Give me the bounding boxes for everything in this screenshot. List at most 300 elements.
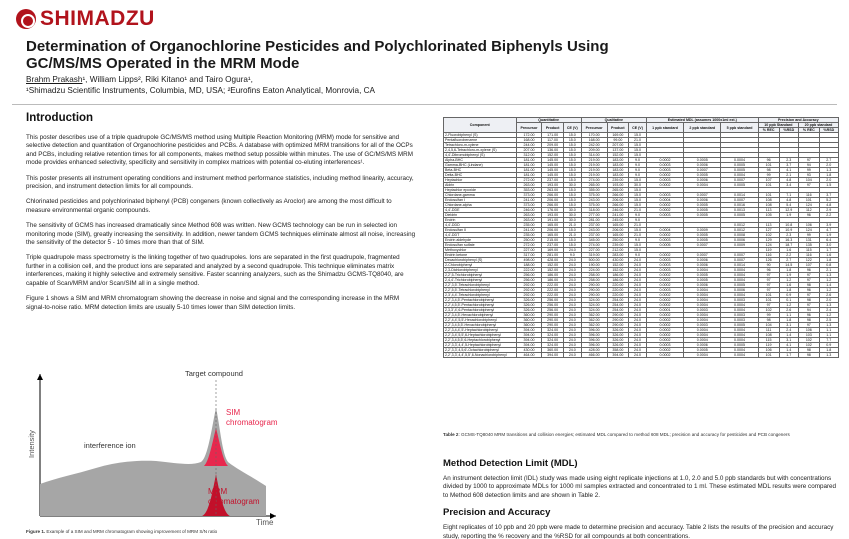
table-cell: 220.00	[607, 288, 628, 293]
table-cell: 24.0	[563, 268, 581, 273]
table-cell: 0.0003	[646, 168, 683, 173]
table-cell: 111	[758, 328, 779, 333]
table-cell: 127	[758, 228, 779, 233]
table-cell: 222.00	[542, 283, 563, 288]
table-cell: 24.0	[563, 323, 581, 328]
table-cell: 9.0	[629, 218, 647, 223]
table-cell: 165.00	[607, 223, 628, 228]
table-cell: 0.0004	[684, 268, 721, 273]
table-cell: 1.8	[779, 268, 798, 273]
component-name-cell: 2,2',3,4,5'-Pentachlorobiphenyl	[444, 298, 517, 303]
table-cell: 96	[799, 213, 820, 218]
table-cell: 15.0	[629, 243, 647, 248]
table-cell: 18.7	[779, 243, 798, 248]
table-cell: 1.1	[819, 328, 838, 333]
component-name-cell: 2,2',3,4,5,5'-Hexachlorobiphenyl	[444, 323, 517, 328]
table-cell: 107	[799, 263, 820, 268]
table-cell: 15.0	[563, 163, 581, 168]
table-cell: 152.00	[607, 153, 628, 158]
table-cell: 15.0	[563, 153, 581, 158]
table-cell: 97	[758, 273, 779, 278]
other-authors: ¹, William Lipps², Riki Kitano¹ and Tairo Ogura¹,	[82, 75, 253, 84]
table-cell: 101	[799, 198, 820, 203]
table-cell: 10.9	[779, 228, 798, 233]
intro-paragraph: Figure 1 shows a SIM and MRM chromatogram showing the decrease in noise and signal and the corresponding increase in the MRM signal-to-noise ratio. MRM detection limits are usually 5-10 times lower than SIM detection limits.	[26, 295, 400, 311]
table-cell: 0.0014	[721, 193, 758, 198]
table-2-caption	[443, 432, 839, 438]
table-cell: 96	[799, 268, 820, 273]
table-cell: 97	[799, 303, 820, 308]
table-cell: 9.0	[629, 163, 647, 168]
table-cell: 241.00	[516, 198, 542, 203]
table-cell: 101	[758, 353, 779, 358]
table-cell: 254.00	[607, 303, 628, 308]
table-cell: 98	[799, 348, 820, 353]
table-cell: 113	[758, 223, 779, 228]
table-cell: 0.0003	[721, 313, 758, 318]
table-cell: 24.0	[629, 318, 647, 323]
table-cell: 24.0	[563, 313, 581, 318]
table-cell: 1.4	[779, 333, 798, 338]
table-cell: 1.6	[819, 253, 838, 258]
table-cell: 258.00	[581, 273, 607, 278]
table-cell: 290.00	[581, 288, 607, 293]
table-cell: 10.8	[779, 223, 798, 228]
table-cell: 102	[799, 343, 820, 348]
table-cell: 266.00	[542, 193, 563, 198]
table-cell: 0.0003	[721, 318, 758, 323]
component-name-cell: 2,2',3,3',4,4',5-Heptachlorobiphenyl	[444, 343, 517, 348]
table-cell: 283.00	[607, 253, 628, 258]
table-cell: 105	[758, 213, 779, 218]
table-cell: 108	[758, 203, 779, 208]
table-cell: 94	[799, 163, 820, 168]
component-name-cell: Endrin	[444, 218, 517, 223]
table-cell: 24.0	[563, 278, 581, 283]
table-cell: 0.0012	[721, 223, 758, 228]
table-cell: 0.0005	[684, 173, 721, 178]
table-cell: 224.00	[581, 268, 607, 273]
table-cell: 274.00	[581, 178, 607, 183]
table-cell: 93	[799, 173, 820, 178]
table-cell: 24.0	[629, 288, 647, 293]
table-cell: 1.9	[819, 233, 838, 238]
table-cell: 2.9	[819, 208, 838, 213]
table-cell: 98	[799, 298, 820, 303]
table-cell: 241.00	[516, 228, 542, 233]
table-caption-text: : GCMS-TQ8040 MRM transitions and collision energies; estimated MDL compared to method 608 MDL; precision and accuracy for pesticides and PCB congeners	[458, 432, 790, 437]
table-cell: 7.7	[819, 338, 838, 343]
table-cell: 326.00	[607, 328, 628, 333]
table-cell: 0.0005	[721, 213, 758, 218]
table-cell: 1.8	[819, 173, 838, 178]
table-cell: 312.00	[516, 153, 542, 158]
table-cell: 258.00	[581, 278, 607, 283]
table-cell: 1.2	[819, 288, 838, 293]
table-cell: 102	[799, 338, 820, 343]
table-cell: 212.00	[607, 248, 628, 253]
table-cell: 21.0	[629, 138, 647, 143]
table-cell: 318.00	[581, 208, 607, 213]
col-1ppb: 1 ppb standard	[646, 123, 683, 133]
table-cell: 3.7	[779, 163, 798, 168]
table-cell: 94	[799, 308, 820, 313]
table-cell: 0.0007	[684, 193, 721, 198]
table-cell: 396.00	[581, 328, 607, 333]
table-cell: 0.0002	[646, 348, 683, 353]
table-cell: 24.0	[563, 283, 581, 288]
table-cell: 0.0004	[721, 278, 758, 283]
author-line	[26, 74, 375, 85]
table-cell: 235.00	[516, 223, 542, 228]
table-cell: 0.0005	[721, 283, 758, 288]
table-cell: 15.0	[629, 148, 647, 153]
table-cell: 15.0	[563, 168, 581, 173]
component-name-cell: 2,4,5,6-Tetrachloro-m-xylene (S)	[444, 148, 517, 153]
table-cell: 152.00	[542, 153, 563, 158]
component-name-cell: Beta-BHC	[444, 168, 517, 173]
table-cell: 186.00	[542, 273, 563, 278]
table-2	[443, 117, 839, 358]
table-cell: 0.0002	[646, 298, 683, 303]
table-cell: 290.00	[542, 323, 563, 328]
table-cell: 292.00	[516, 293, 542, 298]
table-cell: 314.00	[581, 153, 607, 158]
table-cell: 266.00	[542, 203, 563, 208]
col-ce: CE (V)	[629, 123, 647, 133]
table-cell: 360.00	[516, 313, 542, 318]
first-author: Brahm Prakash	[26, 75, 83, 84]
header-divider	[12, 104, 837, 105]
table-cell: 242.00	[581, 143, 607, 148]
component-name-cell: 4,4'-DDD	[444, 223, 517, 228]
table-cell: 0.0004	[721, 158, 758, 163]
col-header-mdl: Estimated MDL (assumes 1000x1ml ext.)	[646, 118, 758, 123]
table-cell: 290.00	[581, 293, 607, 298]
table-cell: 464.00	[516, 353, 542, 358]
table-cell: 0.0004	[684, 313, 721, 318]
table-cell: 98	[799, 353, 820, 358]
label-target: Target compound	[185, 369, 243, 378]
table-cell: 235.00	[516, 233, 542, 238]
table-cell: 353.00	[516, 188, 542, 193]
table-cell: 97	[799, 278, 820, 283]
table-row	[444, 353, 839, 358]
table-cell: 181.00	[516, 168, 542, 173]
table-cell: 0.0013	[721, 208, 758, 213]
table-cell: 0.0002	[646, 338, 683, 343]
table-cell: 102	[758, 308, 779, 313]
table-cell: 0.0005	[684, 348, 721, 353]
table-cell: 373.00	[516, 203, 542, 208]
table-cell: 21.0	[629, 223, 647, 228]
component-name-cell: 2,3',4,4'-Tetrachlorobiphenyl	[444, 293, 517, 298]
table-cell: 24.0	[629, 333, 647, 338]
table-cell: 2.3	[779, 233, 798, 238]
table-cell: 206.00	[542, 198, 563, 203]
table-cell: 15.0	[563, 173, 581, 178]
table-cell: 324.00	[581, 298, 607, 303]
table-cell: 15.0	[629, 248, 647, 253]
component-name-cell: 2,2',3,3',4,4',5,5',6-Nonachlorobiphenyl	[444, 353, 517, 358]
table-cell: 0.0003	[684, 323, 721, 328]
table-cell: 145.00	[542, 173, 563, 178]
table-cell: 0.0002	[646, 203, 683, 208]
table-cell: 396.00	[581, 343, 607, 348]
component-name-cell: 2,2',3,4',5,5',6-Heptachlorobiphenyl	[444, 333, 517, 338]
table-cell: 0.0006	[721, 288, 758, 293]
table-cell: 0.0012	[721, 228, 758, 233]
table-cell: 24.0	[563, 308, 581, 313]
table-cell: 165.00	[542, 233, 563, 238]
table-cell: 126	[758, 258, 779, 263]
component-name-cell: 2-Chlorobiphenyl	[444, 263, 517, 268]
table-cell: 24.0	[629, 338, 647, 343]
col-header-qualitative: Qualitative	[581, 118, 646, 123]
table-cell: 15.0	[563, 238, 581, 243]
table-cell: 101	[758, 183, 779, 188]
component-name-cell: 2,3,3',4',6-Pentachlorobiphenyl	[444, 308, 517, 313]
table-cell: 98	[758, 168, 779, 173]
table-cell: 24.0	[563, 333, 581, 338]
table-cell: 3.7	[819, 193, 838, 198]
table-cell: 0.0004	[721, 273, 758, 278]
table-cell: 239.00	[607, 178, 628, 183]
table-cell: 1.3	[819, 303, 838, 308]
table-cell: 0.0002	[646, 318, 683, 323]
table-cell: 112	[799, 208, 820, 213]
table-cell: 227.00	[516, 248, 542, 253]
table-cell: 0.0003	[646, 213, 683, 218]
table-cell: 183.00	[607, 173, 628, 178]
table-cell: 9.0	[629, 168, 647, 173]
table-cell: 183.00	[607, 163, 628, 168]
mdl-heading: Method Detection Limit (MDL)	[443, 458, 578, 469]
table-cell: 0.0003	[646, 238, 683, 243]
table-cell: 97	[758, 278, 779, 283]
table-cell: 15.0	[629, 188, 647, 193]
table-cell: 97	[799, 293, 820, 298]
table-cell: 21.0	[563, 223, 581, 228]
table-cell: 1.2	[779, 303, 798, 308]
table-cell: 0.0002	[646, 173, 683, 178]
table-cell: 500.00	[581, 258, 607, 263]
table-cell: 3.1	[779, 338, 798, 343]
figure-caption-label: Figure 1.	[26, 529, 46, 534]
table-cell: 1.9	[779, 273, 798, 278]
table-cell: 4.8	[819, 203, 838, 208]
table-cell: 24.0	[629, 353, 647, 358]
table-cell: 0.0007	[684, 168, 721, 173]
table-cell: 186.00	[607, 273, 628, 278]
mdl-paragraph: An instrument detection limit (IDL) study was made using eight replicate injections at 1.0, 2.0 and 5.0 ppb standards but with concentrations divided by 1000 to approximate MDLs for 1000 ml samples extracted and concentrated to 1 ml. These estimated MDL results were compared to Method 608 detection limits and are shown in Table 2.	[443, 475, 837, 499]
table-cell: 6.4	[819, 238, 838, 243]
transitions-table	[443, 117, 839, 358]
component-name-cell: Heptachlor epoxide	[444, 188, 517, 193]
table-cell: 394.00	[516, 338, 542, 343]
table-cell: 1.7	[779, 353, 798, 358]
table-cell: 119	[758, 343, 779, 348]
table-cell: 104	[799, 178, 820, 183]
table-cell: 0.0002	[646, 183, 683, 188]
table-cell: 116	[758, 253, 779, 258]
table-cell: 24.0	[563, 248, 581, 253]
table-cell: 24.0	[563, 263, 581, 268]
table-cell: 96	[758, 268, 779, 273]
table-cell: 191.00	[542, 218, 563, 223]
table-cell: 245.00	[607, 218, 628, 223]
table-cell: 5.4	[779, 203, 798, 208]
table-cell: 97	[799, 323, 820, 328]
table-cell: 117.00	[542, 138, 563, 143]
table-cell: 0.0005	[684, 158, 721, 163]
table-cell: 16.3	[779, 238, 798, 243]
table-cell: 152.00	[607, 268, 628, 273]
table-cell: 101	[758, 163, 779, 168]
table-cell: 99	[799, 168, 820, 173]
table-cell: 0.0005	[721, 183, 758, 188]
table-cell: 345.00	[581, 238, 607, 243]
table-cell: 0.0005	[721, 343, 758, 348]
table-cell: 30.0	[563, 213, 581, 218]
table-cell: 136.00	[542, 148, 563, 153]
poster-header	[0, 0, 849, 108]
table-cell: 326.00	[516, 308, 542, 313]
table-cell: 183.00	[607, 158, 628, 163]
table-cell: 290.00	[542, 313, 563, 318]
table-cell: 98	[758, 318, 779, 323]
component-name-cell: 2,4,4'-Trichlorobiphenyl	[444, 278, 517, 283]
table-cell: 0.0005	[721, 163, 758, 168]
table-cell: 1.3	[819, 323, 838, 328]
table-cell: 129	[758, 238, 779, 243]
table-cell: 5.2	[819, 198, 838, 203]
authors-block	[26, 74, 375, 96]
table-cell: 97	[758, 288, 779, 293]
table-cell: 99	[799, 233, 820, 238]
shimadzu-logo-icon	[16, 9, 36, 29]
table-cell: 324.00	[581, 303, 607, 308]
table-cell: 220.00	[607, 293, 628, 298]
table-cell: 15.0	[563, 203, 581, 208]
figure-1-caption	[26, 529, 217, 534]
table-cell: 24.0	[629, 273, 647, 278]
table-cell: 1.3	[819, 273, 838, 278]
table-cell: 0.0006	[684, 263, 721, 268]
table-cell: 181.00	[516, 158, 542, 163]
table-cell: 3.1	[779, 323, 798, 328]
table-cell: 215.00	[542, 238, 563, 243]
table-cell: 0.0004	[684, 303, 721, 308]
table-cell: 0.8	[819, 263, 838, 268]
table-cell: 358.00	[607, 348, 628, 353]
col-rec: % REC	[799, 128, 820, 133]
table-cell: 0.0002	[646, 158, 683, 163]
table-cell: 101	[758, 293, 779, 298]
table-cell: 206.00	[607, 198, 628, 203]
table-cell: 1.4	[819, 283, 838, 288]
table-cell: 0.0006	[684, 258, 721, 263]
component-name-cell: Delta-BHC	[444, 173, 517, 178]
table-cell: 24.0	[563, 258, 581, 263]
table-cell: 292.00	[516, 283, 542, 288]
axis-label-time: Time	[256, 518, 274, 526]
table-cell: 0.0004	[684, 353, 721, 358]
table-cell: 0.0007	[721, 253, 758, 258]
table-cell: 394.00	[542, 353, 563, 358]
table-cell: 227.00	[581, 248, 607, 253]
table-cell: 396.00	[581, 333, 607, 338]
intro-paragraph: This poster describes use of a triple quadrupole GC/MS/MS method using Multiple Reaction Monitoring (MRM) mode for sensitive and selective detection and quantitation of Organochlorine pesticides and PCBs. A database with optimized MRM transitions for all of the OCPs and PCBs, including relative retention times for all components, makes method setup possible within minutes. The use of GC/MS/MS MRM mode provides enhanced selectivity, specificity and sensitivity in complex matrices with potential co-eluting interferences¹.	[26, 134, 413, 167]
table-cell: 206.00	[542, 228, 563, 233]
table-cell: 1.8	[819, 258, 838, 263]
table-cell: 0.0002	[646, 303, 683, 308]
table-cell: 4.1	[779, 168, 798, 173]
table-cell: 1.1	[819, 333, 838, 338]
table-cell: 263.00	[516, 183, 542, 188]
table-cell: 186.00	[607, 278, 628, 283]
table-cell: 131	[799, 238, 820, 243]
table-cell: 256.00	[516, 278, 542, 283]
component-name-cell: 2,2',5,5'-Tetrachlorobiphenyl	[444, 288, 517, 293]
table-cell: 24.0	[629, 313, 647, 318]
table-cell: 292.00	[516, 288, 542, 293]
table-cell: 239.00	[607, 243, 628, 248]
table-cell: 428.00	[542, 258, 563, 263]
table-cell: 0.0002	[646, 253, 683, 258]
table-cell: 137.00	[607, 148, 628, 153]
table-cell: 3.0	[819, 243, 838, 248]
table-cell: 0.0005	[684, 278, 721, 283]
table-cell: 265.00	[581, 183, 607, 188]
component-name-cell: Methoxychlor	[444, 248, 517, 253]
table-cell: 0.0004	[721, 303, 758, 308]
table-cell: 193.00	[542, 183, 563, 188]
table-cell: 101	[758, 298, 779, 303]
table-cell: 430.00	[516, 348, 542, 353]
table-cell: 0.0005	[684, 238, 721, 243]
table-cell: 4.8	[779, 178, 798, 183]
table-cell: 3.9	[819, 223, 838, 228]
table-cell: 15.0	[629, 133, 647, 138]
table-cell: 2.2	[779, 253, 798, 258]
table-cell: 326.00	[607, 343, 628, 348]
label-sim: SIM	[226, 408, 241, 417]
table-cell: 263.00	[542, 188, 563, 193]
table-cell: 30.0	[629, 183, 647, 188]
table-cell: 193.00	[607, 183, 628, 188]
table-cell: 0.0005	[684, 233, 721, 238]
table-cell: 165.00	[607, 233, 628, 238]
table-cell: 24.0	[629, 323, 647, 328]
table-cell: 0.0008	[721, 233, 758, 238]
table-cell: 145.00	[542, 163, 563, 168]
table-cell: 124	[758, 243, 779, 248]
table-cell: 0.0004	[684, 333, 721, 338]
table-cell: 24.0	[629, 343, 647, 348]
table-cell: 0.0004	[646, 228, 683, 233]
table-cell: 0.0004	[721, 353, 758, 358]
col-precursor: Precursor	[581, 123, 607, 133]
table-cell: 122	[799, 258, 820, 263]
table-cell: 2.1	[779, 173, 798, 178]
table-cell: 106	[758, 348, 779, 353]
table-cell: 108	[758, 198, 779, 203]
component-name-cell: 2,2',3,4,5,5',6-Heptachlorobiphenyl	[444, 338, 517, 343]
table-cell: 0.0004	[721, 308, 758, 313]
table-cell: 115	[799, 248, 820, 253]
table-cell: 326.00	[607, 338, 628, 343]
